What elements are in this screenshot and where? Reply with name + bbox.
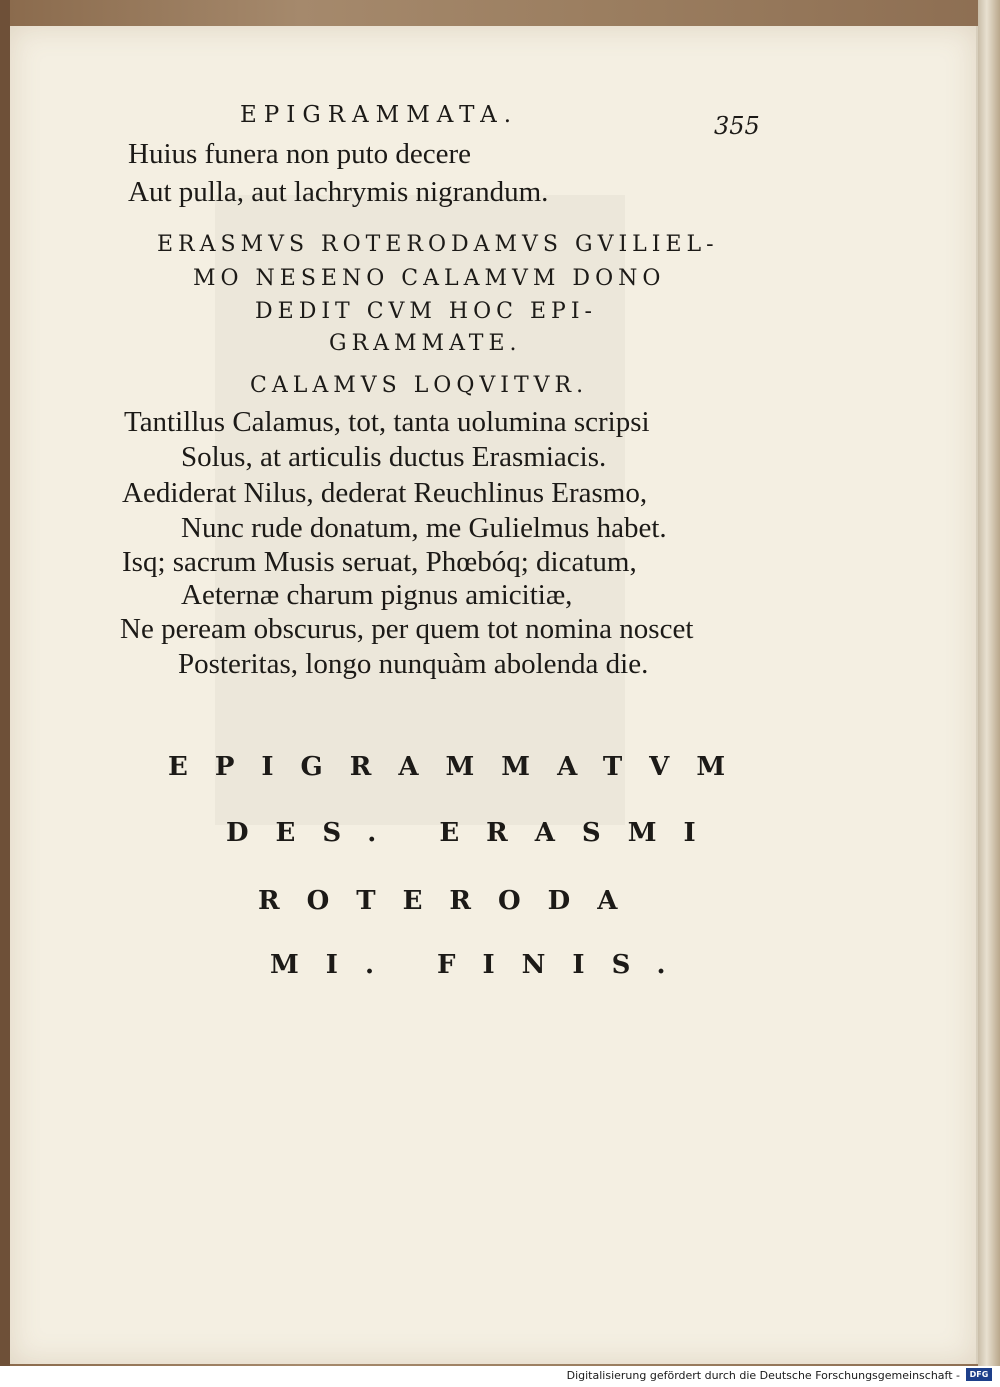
poem-line: Ne peream obscurus, per quem tot nomina noscet (120, 613, 694, 645)
poem-line: Posteritas, longo nunquàm abolenda die. (178, 648, 649, 680)
digitization-credit: Digitalisierung gefördert durch die Deutsche Forschungsgemeinschaft - (566, 1369, 960, 1382)
colophon-line: DES. ERASMI (226, 818, 723, 848)
colophon-line: ROTERODA (258, 886, 645, 916)
page-stack-edge (978, 0, 1000, 1366)
heading-line: MO NESENO CALAMVM DONO (193, 266, 666, 291)
colophon-line: MI. FINIS. (270, 950, 693, 980)
poem-line: Aediderat Nilus, dederat Reuchlinus Erasmo, (122, 477, 648, 509)
running-head: EPIGRAMMATA. (240, 102, 519, 128)
dfg-logo-icon: DFG (966, 1368, 992, 1381)
poem-line: Nunc rude donatum, me Gulielmus habet. (181, 512, 667, 544)
cover-edge-left (0, 0, 10, 1366)
colophon-line: EPIGRAMMATVM (168, 752, 753, 782)
page-number: 355 (714, 112, 760, 140)
poem-line: Aeternæ charum pignus amicitiæ, (181, 579, 573, 611)
heading-line: ERASMVS ROTERODAMVS GVILIEL- (157, 232, 719, 257)
closing-verse-line: Huius funera non puto decere (128, 138, 472, 170)
heading-line: DEDIT CVM HOC EPI- (255, 299, 597, 324)
poem-line: Solus, at articulis ductus Erasmiacis. (181, 441, 607, 473)
heading-line: GRAMMATE. (329, 331, 522, 356)
closing-verse-line: Aut pulla, aut lachrymis nigrandum. (128, 176, 549, 208)
subheading: CALAMVS LOQVITVR. (250, 373, 589, 398)
poem-line: Tantillus Calamus, tot, tanta uolumina scripsi (124, 406, 650, 438)
poem-line: Isq; sacrum Musis seruat, Phœbóq; dicatum, (122, 546, 637, 578)
